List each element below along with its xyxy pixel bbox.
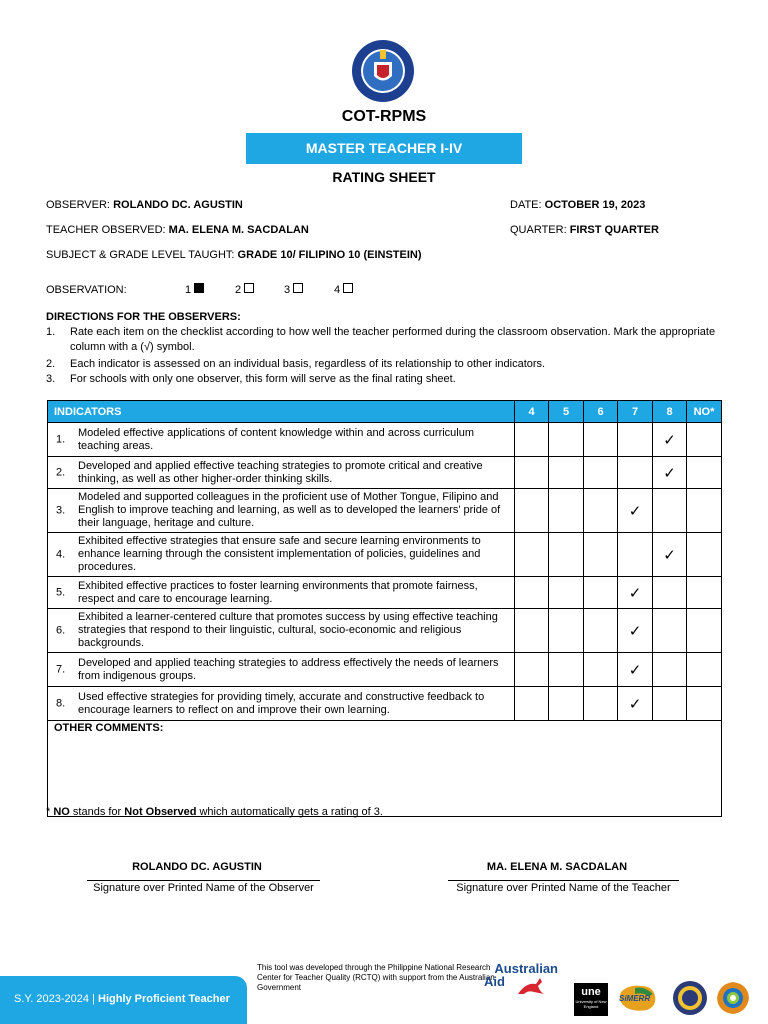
- footnote-no: NO: [53, 806, 70, 818]
- checkbox-checked-icon[interactable]: [194, 283, 204, 293]
- indicator-text: Modeled and supported colleagues in the proficient use of Mother Tongue, Filipino and English to improve teaching and learning, as well as to developed the learners' pride of their language, heritage and culture.: [78, 491, 501, 529]
- rating-5-cell[interactable]: [549, 533, 584, 577]
- rating-6-cell[interactable]: [584, 533, 618, 577]
- indicator-cell: [48, 653, 515, 687]
- indicator-number: 6.: [56, 624, 66, 636]
- header-indicators: INDICATORS: [48, 401, 515, 423]
- teacher-name: MA. ELENA M. SACDALAN: [168, 224, 309, 236]
- indicator-cell: [48, 489, 515, 533]
- position-banner: MASTER TEACHER I-IV: [246, 133, 522, 164]
- une-logo-text: une: [581, 986, 601, 998]
- observation-option-label: 2: [235, 284, 242, 296]
- rctq-logo: [714, 980, 752, 1016]
- checkmark-icon: ✓: [628, 695, 642, 713]
- not-observed-cell[interactable]: [687, 577, 722, 609]
- not-observed-cell[interactable]: [687, 533, 722, 577]
- checkbox-empty-icon[interactable]: [293, 283, 303, 293]
- not-observed-cell[interactable]: [687, 609, 722, 653]
- checkmark-icon: ✓: [628, 622, 642, 640]
- indicator-cell: [48, 423, 515, 457]
- observer-line: [46, 199, 243, 211]
- rating-6-cell[interactable]: [584, 489, 618, 533]
- date-line: [510, 199, 645, 211]
- rating-7-cell[interactable]: [618, 533, 653, 577]
- une-logo: [574, 983, 608, 1016]
- table-header-row: [48, 401, 722, 423]
- indicator-cell: [48, 533, 515, 577]
- observer-name: ROLANDO DC. AGUSTIN: [113, 199, 243, 211]
- indicator-number: 5.: [56, 586, 66, 598]
- observation-option-label: 1: [185, 284, 192, 296]
- rating-5-cell[interactable]: [549, 423, 584, 457]
- rating-4-cell[interactable]: [515, 533, 549, 577]
- rating-8-cell[interactable]: [653, 533, 687, 577]
- university-seal-logo: [672, 980, 708, 1016]
- footnote: [46, 806, 383, 818]
- rating-table: [47, 400, 722, 817]
- rating-5-cell[interactable]: [549, 653, 584, 687]
- indicator-number: 7.: [56, 663, 66, 675]
- indicator-text: Developed and applied effective teaching strategies to promote critical and creative thinking, as well as other higher-order thinking skills.: [78, 459, 483, 485]
- indicator-number: 8.: [56, 697, 66, 709]
- rating-5-cell[interactable]: [549, 609, 584, 653]
- rating-4-cell[interactable]: [515, 577, 549, 609]
- footnote-not-observed: Not Observed: [124, 806, 197, 818]
- direction-item: [46, 325, 726, 355]
- quarter-label: QUARTER:: [510, 224, 567, 236]
- header-rating-5: 5: [549, 401, 584, 423]
- rating-5-cell[interactable]: [549, 489, 584, 533]
- deped-seal-logo: [344, 38, 422, 104]
- direction-number: 2.: [46, 358, 56, 370]
- subject-line: [46, 249, 422, 261]
- rating-5-cell[interactable]: [549, 687, 584, 721]
- checkmark-icon: ✓: [663, 546, 676, 564]
- une-logo-subtext: University of New England: [575, 999, 607, 1009]
- table-row: [48, 489, 722, 533]
- table-row: [48, 457, 722, 489]
- observer-label: OBSERVER:: [46, 199, 110, 211]
- not-observed-cell[interactable]: [687, 653, 722, 687]
- rating-4-cell[interactable]: [515, 489, 549, 533]
- header-rating-6: 6: [584, 401, 618, 423]
- table-row: [48, 609, 722, 653]
- school-year-badge: [0, 976, 247, 1024]
- school-year: S.Y. 2023-2024 |: [14, 993, 95, 1005]
- document-title: COT-RPMS: [341, 108, 427, 125]
- indicator-number: 3.: [56, 504, 66, 516]
- checkmark-icon: ✓: [628, 502, 642, 520]
- observation-option-2[interactable]: [235, 283, 254, 296]
- footnote-stands-for: stands for: [72, 806, 122, 818]
- teacher-signature-name: MA. ELENA M. SACDALAN: [486, 861, 628, 873]
- header-not-observed: NO*: [687, 401, 722, 423]
- rating-7-cell[interactable]: [618, 577, 653, 609]
- teacher-signature-caption: Signature over Printed Name of the Teacher: [448, 880, 679, 894]
- table-row: [48, 577, 722, 609]
- observation-label: OBSERVATION:: [46, 284, 127, 296]
- rating-7-cell[interactable]: [618, 687, 653, 721]
- not-observed-cell[interactable]: [687, 687, 722, 721]
- quarter-line: [510, 224, 659, 236]
- rating-4-cell[interactable]: [515, 653, 549, 687]
- aus-aid-line2: Aid: [484, 974, 505, 989]
- teacher-line: [46, 224, 309, 236]
- footnote-rest: which automatically gets a rating of 3.: [199, 806, 383, 818]
- rating-4-cell[interactable]: [515, 687, 549, 721]
- indicator-text: Developed and applied teaching strategies to address effectively the needs of learners from indigenous groups.: [78, 656, 499, 682]
- direction-number: 1.: [46, 326, 56, 338]
- table-row: [48, 687, 722, 721]
- indicator-cell: [48, 609, 515, 653]
- rating-8-cell[interactable]: [653, 577, 687, 609]
- aus-aid-line1: Australian: [494, 961, 558, 976]
- indicator-text: Exhibited effective practices to foster learning environments that promote fairness, respect and care to encourage learning.: [78, 579, 478, 605]
- footnote-star: *: [46, 806, 51, 818]
- indicator-cell: [48, 577, 515, 609]
- direction-item: [46, 372, 726, 387]
- direction-number: 3.: [46, 373, 56, 385]
- observation-option-4[interactable]: [334, 283, 353, 296]
- australian-aid-logo: [482, 962, 558, 996]
- rating-7-cell[interactable]: [618, 489, 653, 533]
- rating-8-cell[interactable]: [653, 653, 687, 687]
- kangaroo-icon: [516, 976, 546, 996]
- document-subtitle: RATING SHEET: [332, 169, 436, 185]
- directions-heading: DIRECTIONS FOR THE OBSERVERS:: [46, 311, 241, 323]
- direction-text: Rate each item on the checklist according to how well the teacher performed during the classroom observation. Mark the appropriate column with a (√) symbol.: [70, 326, 716, 353]
- not-observed-cell[interactable]: [687, 489, 722, 533]
- table-row: [48, 653, 722, 687]
- rating-6-cell[interactable]: [584, 577, 618, 609]
- header-rating-8: 8: [653, 401, 687, 423]
- indicator-number: 4.: [56, 548, 66, 560]
- rating-7-cell[interactable]: [618, 609, 653, 653]
- observation-option-label: 4: [334, 284, 341, 296]
- rating-7-cell[interactable]: [618, 653, 653, 687]
- rating-6-cell[interactable]: [584, 609, 618, 653]
- checkmark-icon: ✓: [663, 464, 676, 482]
- observation-option-1[interactable]: [185, 283, 204, 296]
- indicator-text: Exhibited a learner-centered culture that promotes success by using effective teaching strategies that respond to their linguistic, cultural, socio-economic and religious backgrounds.: [78, 611, 498, 649]
- direction-text: Each indicator is assessed on an individual basis, regardless of its relationship to other indicators.: [70, 358, 546, 370]
- teacher-label: TEACHER OBSERVED:: [46, 224, 166, 236]
- comments-cell[interactable]: [48, 721, 722, 817]
- table-row: [48, 423, 722, 457]
- checkmark-icon: ✓: [628, 661, 642, 679]
- checkbox-empty-icon[interactable]: [343, 283, 353, 293]
- rating-8-cell[interactable]: [653, 457, 687, 489]
- observation-option-label: 3: [284, 284, 291, 296]
- rating-8-cell[interactable]: [653, 489, 687, 533]
- indicator-text: Modeled effective applications of content knowledge within and across curriculum teaching areas.: [78, 426, 475, 452]
- observer-signature-name: ROLANDO DC. AGUSTIN: [132, 861, 262, 873]
- observer-signature-caption: Signature over Printed Name of the Observer: [87, 880, 320, 894]
- checkmark-icon: ✓: [628, 584, 642, 602]
- table-row: [48, 533, 722, 577]
- tool-credit-text: This tool was developed through the Philippine National Research Center for Teacher Quality (RCTQ) with support from the Australian Government: [257, 963, 495, 992]
- rating-4-cell[interactable]: [515, 423, 549, 457]
- observation-option-3[interactable]: [284, 283, 303, 296]
- date-value: OCTOBER 19, 2023: [544, 199, 646, 211]
- header-rating-4: 4: [515, 401, 549, 423]
- rating-6-cell[interactable]: [584, 423, 618, 457]
- checkbox-empty-icon[interactable]: [244, 283, 254, 293]
- indicator-text: Exhibited effective strategies that ensure safe and secure learning environments to enhance learning through the consistent implementation of policies, guidelines and procedures.: [78, 535, 481, 573]
- rating-5-cell[interactable]: [549, 577, 584, 609]
- quarter-value: FIRST QUARTER: [569, 224, 659, 236]
- rating-8-cell[interactable]: [653, 423, 687, 457]
- direction-text: For schools with only one observer, this form will serve as the final rating sheet.: [70, 373, 456, 385]
- date-label: DATE:: [510, 199, 542, 211]
- rating-8-cell[interactable]: [653, 687, 687, 721]
- comments-row: [48, 721, 722, 817]
- not-observed-cell[interactable]: [687, 457, 722, 489]
- indicator-number: 2.: [56, 466, 66, 478]
- comments-label: OTHER COMMENTS:: [54, 722, 164, 734]
- rating-4-cell[interactable]: [515, 609, 549, 653]
- subject-label: SUBJECT & GRADE LEVEL TAUGHT:: [46, 249, 235, 261]
- indicator-number: 1.: [56, 433, 66, 445]
- simerr-logo: [615, 982, 659, 1014]
- indicator-text: Used effective strategies for providing timely, accurate and constructive feedback to encourage learners to reflect on and improve their own learning.: [78, 690, 485, 716]
- proficiency-level: Highly Proficient Teacher: [98, 993, 230, 1005]
- rating-7-cell[interactable]: [618, 457, 653, 489]
- rating-6-cell[interactable]: [584, 457, 618, 489]
- rating-7-cell[interactable]: [618, 423, 653, 457]
- indicator-cell: [48, 457, 515, 489]
- rating-6-cell[interactable]: [584, 653, 618, 687]
- simerr-logo-text: SiMERR: [619, 994, 651, 1003]
- rating-5-cell[interactable]: [549, 457, 584, 489]
- not-observed-cell[interactable]: [687, 423, 722, 457]
- checkmark-icon: ✓: [663, 431, 676, 449]
- rating-6-cell[interactable]: [584, 687, 618, 721]
- subject-value: GRADE 10/ FILIPINO 10 (EINSTEIN): [237, 249, 422, 261]
- indicator-cell: [48, 687, 515, 721]
- header-rating-7: 7: [618, 401, 653, 423]
- rating-4-cell[interactable]: [515, 457, 549, 489]
- rating-8-cell[interactable]: [653, 609, 687, 653]
- direction-item: [46, 357, 726, 372]
